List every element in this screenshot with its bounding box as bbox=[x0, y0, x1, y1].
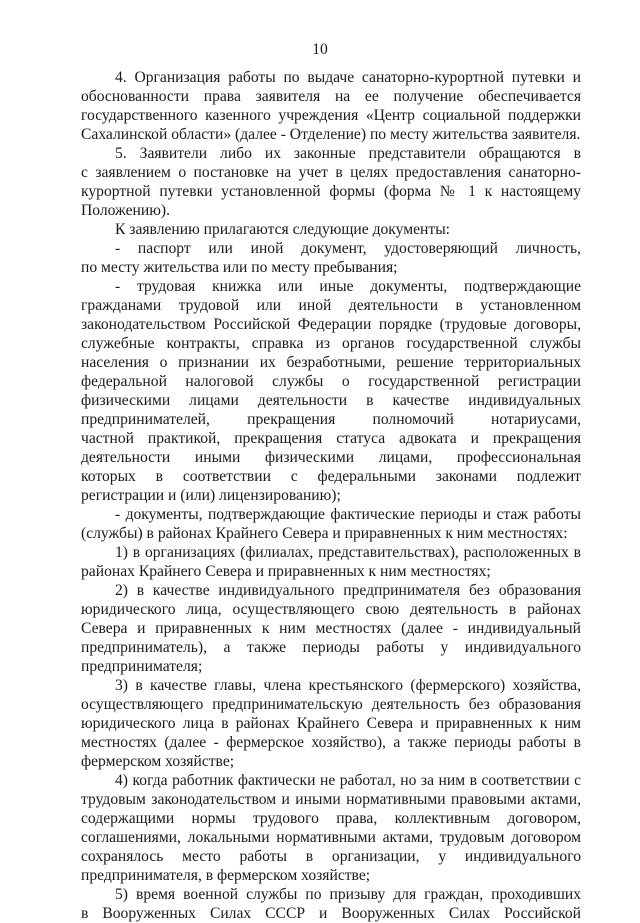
text-line: Сахалинской области» (далее - Отделение) по месту жительства заявителя. bbox=[81, 126, 581, 143]
text-line: 1) в организациях (филиалах, представительствах), расположенных в bbox=[115, 544, 581, 561]
text-line: физическими лицами деятельности в качестве индивидуальных bbox=[81, 392, 581, 409]
text-line: фермерском хозяйстве; bbox=[81, 753, 235, 770]
text-line: Положению). bbox=[81, 202, 170, 219]
text-line: служебные контракты, справка из органов государственной службы bbox=[81, 335, 581, 352]
text-line: предприниматель), а также периоды работы у индивидуального bbox=[81, 639, 581, 656]
text-line: сохранялось место работы в организации, у индивидуального bbox=[81, 848, 581, 865]
text-line: районах Крайнего Севера и приравненных к ним местностях; bbox=[81, 563, 491, 580]
text-line: 4) когда работник фактически не работал, но за ним в соответствии с bbox=[115, 772, 581, 789]
text-line: населения о признании их безработными, решение территориальных bbox=[81, 354, 581, 371]
text-line: обоснованности права заявителя на ее получение обеспечивается bbox=[81, 88, 581, 105]
text-line: гражданами трудовой или иной деятельности в установленном bbox=[81, 297, 581, 314]
text-line: юридического лица в районах Крайнего Севера и приравненных к ним bbox=[81, 715, 581, 732]
text-line: - паспорт или иной документ, удостоверяющий личность, bbox=[115, 240, 581, 257]
text-line: 5. Заявители либо их законные представители обращаются в bbox=[115, 145, 581, 162]
text-line: в Вооруженных Силах СССР и Вооруженных Силах Российской bbox=[81, 905, 581, 922]
text-line: соглашениями, локальными нормативными актами, трудовым договором bbox=[81, 829, 581, 846]
text-line: - документы, подтверждающие фактические периоды и стаж работы bbox=[115, 506, 581, 523]
text-line: предпринимателей, прекращения полномочий нотариусами, bbox=[81, 411, 581, 428]
text-line: деятельности иными физическими лицами, профессиональная bbox=[81, 449, 581, 466]
text-line: частной практикой, прекращения статуса адвоката и прекращения bbox=[81, 430, 581, 447]
text-line: - трудовая книжка или иные документы, подтверждающие bbox=[115, 278, 581, 295]
text-line: с заявлением о постановке на учет в целях предоставления санаторно- bbox=[81, 164, 581, 181]
text-line: юридического лица, осуществляющего свою деятельность в районах bbox=[81, 601, 581, 618]
text-line: предпринимателя, в фермерском хозяйстве; bbox=[81, 867, 371, 884]
text-line: курортной путевки установленной формы (форма № 1 к настоящему bbox=[81, 183, 581, 200]
text-line: 5) время военной службы по призыву для граждан, проходивших bbox=[115, 886, 581, 903]
page-number: 10 bbox=[312, 41, 328, 58]
document-body bbox=[81, 68, 581, 923]
text-line: 3) в качестве главы, члена крестьянского (фермерского) хозяйства, bbox=[115, 677, 581, 694]
text-line: регистрации и (или) лицензированию); bbox=[81, 487, 341, 504]
text-line: законодательством Российской Федерации порядке (трудовые договоры, bbox=[81, 316, 581, 333]
text-line: 2) в качестве индивидуального предпринимателя без образования bbox=[115, 582, 581, 599]
text-line: местностях (далее - фермерское хозяйство), а также периоды работы в bbox=[81, 734, 581, 751]
text-line: которых в соответствии с федеральными законами подлежит bbox=[81, 468, 581, 485]
text-line: (службы) в районах Крайнего Севера и приравненных к ним местностях: bbox=[81, 525, 568, 542]
text-line: государственного казенного учреждения «Центр социальной поддержки bbox=[81, 107, 581, 124]
text-line: предпринимателя; bbox=[81, 658, 203, 675]
text-line: 4. Организация работы по выдаче санаторно-курортной путевки и bbox=[115, 69, 581, 86]
text-line: трудовым законодательством и иными нормативными правовыми актами, bbox=[81, 791, 581, 808]
text-line: федеральной налоговой службы о государственной регистрации bbox=[81, 373, 581, 390]
text-line: содержащими нормы трудового права, коллективным договором, bbox=[81, 810, 581, 827]
text-line: Севера и приравненных к ним местностях (далее - индивидуальный bbox=[81, 620, 581, 637]
text-line: осуществляющего предпринимательскую деятельность без образования bbox=[81, 696, 581, 713]
text-line: К заявлению прилагаются следующие документы: bbox=[115, 221, 451, 238]
text-line: по месту жительства или по месту пребывания; bbox=[81, 259, 398, 276]
